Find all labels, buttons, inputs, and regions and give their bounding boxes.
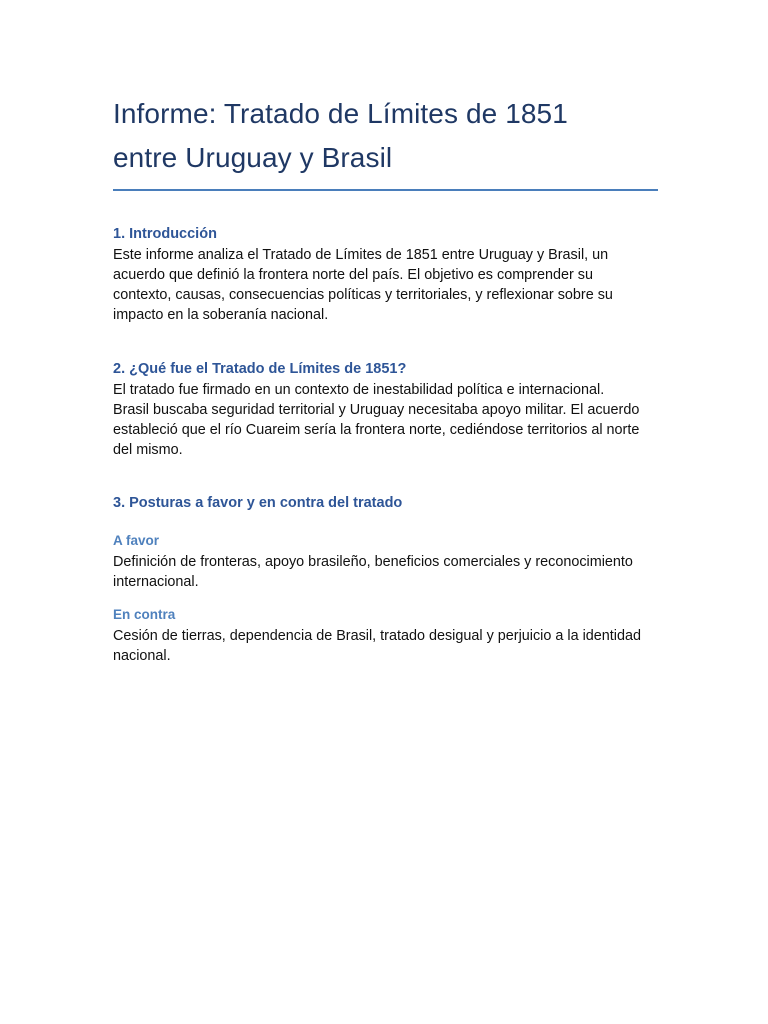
title-divider bbox=[113, 189, 658, 191]
section-body-introduccion: Este informe analiza el Tratado de Límites de 1851 entre Uruguay y Brasil, un acuerdo que definió la frontera norte del país. El objetivo es comprender su contexto, causas, consecuencias políticas y territoriales, y reflexionar sobre su impacto en la soberanía nacional. bbox=[113, 247, 613, 323]
document-page bbox=[113, 92, 658, 666]
title-line-2: entre Uruguay y Brasil bbox=[113, 142, 393, 173]
title-line-1: Informe: Tratado de Límites de 1851 bbox=[113, 98, 568, 129]
document-title bbox=[113, 92, 658, 180]
section-heading-posturas: 3. Posturas a favor y en contra del tratado bbox=[113, 495, 403, 511]
section-heading-introduccion: 1. Introducción bbox=[113, 226, 217, 242]
section-body-que-fue: El tratado fue firmado en un contexto de inestabilidad política e internacional. Brasil buscaba seguridad territorial y Uruguay necesitaba apoyo militar. El acuerdo estableció que el río Cuareim sería la frontera norte, cediéndose territorios al norte del mismo. bbox=[113, 382, 640, 458]
subsection-heading-a-favor: A favor bbox=[113, 533, 160, 548]
subsection-heading-en-contra: En contra bbox=[113, 607, 176, 622]
subsection-body-a-favor: Definición de fronteras, apoyo brasileño, beneficios comerciales y reconocimiento internacional. bbox=[113, 554, 633, 590]
section-heading-que-fue: 2. ¿Qué fue el Tratado de Límites de 1851? bbox=[113, 361, 407, 377]
subsection-body-en-contra: Cesión de tierras, dependencia de Brasil, tratado desigual y perjuicio a la identidad nacional. bbox=[113, 628, 641, 664]
